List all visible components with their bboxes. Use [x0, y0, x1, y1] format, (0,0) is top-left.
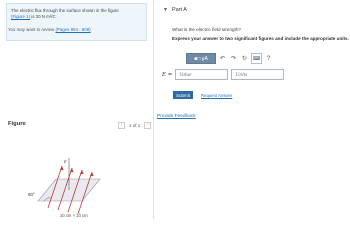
chevron-right-icon[interactable]: ›: [144, 122, 151, 129]
figure-heading: Figure: [8, 121, 26, 127]
arrowhead: [70, 168, 74, 172]
arrowhead: [80, 170, 84, 174]
variable-label: E =: [162, 71, 173, 78]
problem-panel: [0, 0, 153, 219]
chevron-left-icon[interactable]: ‹: [118, 122, 125, 129]
problem-statement: [6, 3, 147, 41]
figure-pager: [118, 122, 151, 129]
units-input[interactable]: [231, 69, 284, 80]
vector-label: E⃗: [64, 159, 71, 164]
figure-link[interactable]: (Figure 1): [11, 13, 31, 19]
format-button[interactable]: ■□ μA: [186, 53, 216, 64]
request-answer-link[interactable]: Request Answer: [201, 93, 233, 98]
arrowhead: [60, 166, 64, 170]
review-note: [8, 27, 91, 32]
panel-divider: [153, 0, 154, 219]
review-prefix: You may want to review: [8, 27, 55, 32]
answer-row: [162, 69, 284, 80]
answer-panel: [156, 0, 350, 219]
figure-image: [0, 130, 153, 219]
flux-value: is 30 N m²/C .: [31, 13, 59, 19]
part-title: Part A: [171, 7, 187, 13]
question-text: What is the electric field strength?: [172, 27, 241, 32]
pager-text: 1 of 1: [129, 123, 141, 128]
value-input[interactable]: [175, 69, 228, 80]
part-header[interactable]: [163, 7, 187, 13]
dimension-label: 10 cm × 10 cm: [60, 213, 88, 218]
review-link[interactable]: (Pages 904 - 908): [55, 27, 91, 32]
angle-label: 60°: [28, 192, 35, 197]
redo-icon[interactable]: ↷: [229, 53, 238, 64]
reset-icon[interactable]: ↻: [240, 53, 249, 64]
problem-intro: The electric flux through the surface shown in the figure: [11, 8, 119, 13]
flux-diagram: [0, 130, 153, 219]
answer-toolbar: [186, 53, 273, 64]
help-button[interactable]: ?: [264, 53, 273, 64]
undo-icon[interactable]: ↶: [218, 53, 227, 64]
provide-feedback-link[interactable]: Provide Feedback: [157, 114, 196, 119]
arrowhead: [90, 172, 94, 176]
keyboard-icon[interactable]: ⌨: [251, 53, 262, 64]
caret-down-icon[interactable]: ▼: [163, 7, 168, 13]
instruction-text: Express your answer to two significant figures and include the appropriate units.: [172, 36, 349, 41]
submit-button[interactable]: Submit: [173, 91, 193, 99]
